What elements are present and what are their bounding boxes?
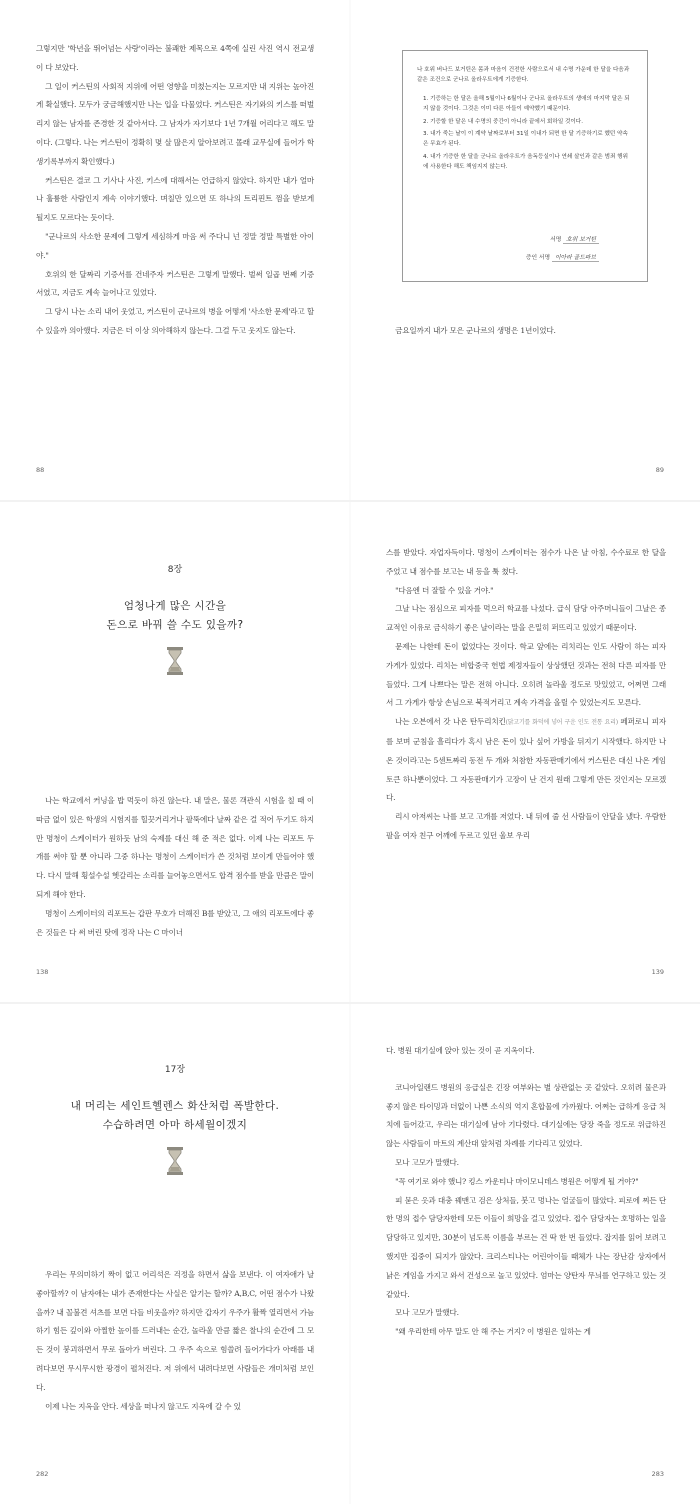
paragraph: 문제는 나한테 돈이 없었다는 것이다. 학교 앞에는 리치리는 인도 사람이 하는 피자 가게가 있었다. 리치는 비합중국 헌법 제정자들이 상상했던 것과는 전혀 다른 피자를 만들었다. 그게 나쁘다는 말은 전혀 아니다. 오히려 놀라울 정도로 맛있었고, 어쩌면 그래서 그 가게가 항상 손님으로 북적거리고 계속 가격을 올릴 수 있었는지도 모른다. [386, 641, 666, 708]
paragraph: 호위의 한 달짜리 기증서를 건네주자 커스틴은 그렇게 말했다. 벌써 일곱 번째 기증서였고, 지금도 계속 늘어나고 있었다. [36, 269, 314, 298]
paragraph: 모나 고모가 말했다. [395, 1157, 459, 1167]
body-text [36, 792, 314, 942]
paragraph: "군나르의 사소한 문제에 그렇게 세심하게 마음 써 주다니 넌 정말 정말 특별한 아이야." [36, 231, 314, 260]
book-spread-1 [0, 0, 700, 500]
page-number: 282 [36, 1470, 49, 1478]
paragraph [386, 713, 666, 808]
body-text [386, 322, 666, 341]
book-spread-2 [0, 502, 700, 1002]
paragraph-text: 나는 오븐에서 갓 나온 탄두리치킨 [395, 717, 506, 727]
paragraph: 그렇지만 '학년을 뛰어넘는 사랑'이라는 불쾌한 제목으로 4쪽에 실린 사진 역시 전교생이 다 보았다. [36, 44, 314, 72]
page-number: 88 [36, 466, 45, 474]
chapter-number: 17장 [164, 1065, 186, 1075]
witness-name: 이아라 골드파브 [552, 255, 599, 262]
letter-item: 2. 기증할 한 달은 내 수명의 중간이 아니라 끝에서 회하일 것이다. [423, 118, 583, 125]
donation-letter-box [402, 50, 648, 282]
signature-line [550, 235, 599, 245]
witness-label: 증인 서명 [525, 255, 551, 261]
chapter-number: 8장 [167, 565, 183, 575]
paragraph: 커스틴은 결코 그 기사나 사진, 키스에 대해서는 언급하지 않았다. 하지만 내가 얼마나 훌륭한 사람인지 계속 이야기했다. 며칠만 있으면 또 하나의 트리핀트 껌을 받보게 될지도 모르다는 듯이다. [36, 175, 314, 223]
paragraph: 그 일이 커스틴의 사회적 지위에 어떤 영향을 미쳤는지는 모르지만 내 지위는 높아진 게 확실했다. 모두가 궁금해했지만 나는 입을 다물었다. 커스틴은 자기와의 키스를 떠벌리지 않는 남자를 존경한 것 같아서다. 그 남자가 자기보다 1년 7개월 어리다고 해도 말이다. (그렇다. 나는 커스틴이 정확히 몇 살 많은지 알아보려고 몰래 교무실에 들어가 학생기록부까지 확인했다.) [36, 81, 314, 166]
body-text [386, 1042, 666, 1342]
page-283 [350, 1004, 700, 1504]
paragraph: 리시 아저씨는 나를 보고 고개를 저었다. 내 뒤에 줄 선 사람들이 안달을 냈다. 우람한 팔을 여자 친구 어깨에 두르고 있던 울보 우리 [386, 812, 666, 840]
paragraph: 금요일까지 내가 모은 군나르의 생명은 1년이었다. [395, 326, 556, 335]
chapter-title-line: 수습하려면 아마 하세월이겠지 [102, 1119, 248, 1131]
paragraph: 이제 나는 지옥을 안다. 세상을 떠나지 않고도 지옥에 갈 수 있 [45, 1401, 241, 1411]
chapter-title-line: 내 머리는 세인트헬렌스 화산처럼 폭발한다. [70, 1100, 280, 1112]
chapter-heading [0, 1062, 350, 1179]
paragraph: 그 당시 나는 소리 내어 웃었고, 커스틴이 군나르의 병을 어떻게 '사소한 문제'라고 할 수 있을까 의아했다. 지금은 더 이상 의아해하지 않는다. 그걸 두고 웃지도 않는다. [36, 307, 314, 335]
signer-name: 호위 보거틴 [563, 237, 599, 244]
chapter-title [0, 1097, 350, 1135]
hourglass-icon [0, 647, 350, 679]
chapter-title-line: 엄청나게 많은 시간을 [123, 600, 227, 612]
chapter-title [0, 597, 350, 635]
page-88 [0, 0, 350, 500]
page-number: 89 [655, 466, 664, 474]
page-89 [350, 0, 700, 500]
page-139 [350, 502, 700, 1002]
paragraph: 피 묻은 옷과 대충 꿰맨고 검은 상처들, 붓고 멍나는 얼굴들이 많았다. 피로에 찌든 단 한 명의 접수 담당자한테 모든 이들이 희망을 걸고 있었다. 접수 담당자는 호명하는 일을 담당하고 있지만, 30분이 넘도록 이름을 부르는 건 딱 한 번 들었다. 잡지를 읽어 보려고 했지만 집중이 되지가 않았다. 크리스티나는 어린아이들 때체가 나는 장난감 상자에서 낡은 게임을 가지고 와서 건성으로 놀고 있었다. 엄마는 양탄자 무늬를 연구하고 있는 것 같았다. [386, 1195, 666, 1299]
paragraph: 다. 병원 대기실에 앉아 있는 것이 곧 지옥이다. [386, 1046, 535, 1055]
paragraph: 모나 고모가 말했다. [395, 1308, 459, 1318]
letter-intro: 나 호위 버나드 보거틴은 몸과 마음이 건전한 사람으로서 내 수명 가운데 한 달을 다음과 같은 조건으로 군나르 올라우트에게 기증한다. [417, 67, 630, 84]
paragraph: "왜 우리한테 아무 말도 안 해 주는 거지? 이 병원은 일하는 게 [395, 1327, 591, 1337]
letter-item: 3. 내가 죽는 날이 이 계약 날짜로부터 31일 이내가 되면 한 달 기증하기로 했던 약속은 무효가 된다. [423, 131, 628, 148]
paragraph: 스를 받았다. 자업자득이다. 명청이 스케이터는 점수가 나온 날 아침, 수수료로 한 달을 주었고 내 점수를 보고는 내 등을 툭 쳤다. [386, 548, 666, 576]
paragraph: 코니아일랜드 병원의 응급실은 긴장 여부와는 별 상관없는 곳 같았다. 오히려 물은과 좋지 않은 타이밍과 더없이 나쁜 소식의 억지 혼합물에 가까웠다. 어쩌는 급하게 응급 처치에 들어갔고, 우리는 대기실에 남아 기다렸다. 대기실에는 당장 죽을 정도로 위급하진 않는 사람들이 마트의 계산대 앞처럼 차례를 기다리고 있었다. [386, 1082, 666, 1149]
page-number: 283 [651, 1470, 664, 1478]
letter-item: 1. 기증하는 한 달은 올해 5월이나 6월이나 군나르 올라우트의 생애의 마지막 달은 되지 않을 것이다. 그것은 이미 다른 아들이 예약했기 때문이다. [423, 95, 630, 113]
chapter-heading [0, 562, 350, 679]
paragraph: 나는 학교에서 커닝을 밥 먹듯이 하진 않는다. 내 말은, 물론 객관식 시험을 칠 때 이따금 없이 있은 학생의 시험지를 힐끗거리거나 팔뚝에다 날짜 같은 걸 적어 두기도 하지만 명청이 스케이터가 원하듯 남의 숙제를 대신 해 준 적은 없다. 이제 나는 리포트 두 개를 써야 할 뿐 아니라 그중 하나는 명청이 스케이터가 쓴 것처럼 보이게 만들어야 했다. 다시 말해 횡설수설 헷갈리는 소리를 늘어놓으면서도 합격 점수를 받을 만큼은 말이 되게 해야 한다. [36, 796, 314, 899]
signer-label: 서명 [550, 237, 562, 243]
paragraph: 우리는 무의미하기 짝이 없고 어리석은 걱정을 하면서 삶을 보낸다. 이 여자애가 날 좋아할까? 이 남자애는 내가 존재한다는 사실은 알기는 할까? A,B,C, 어떤 점수가 나왔을까? 내 꼴불견 셔츠를 보면 다들 비웃을까? 하지만 갑자기 우주가 활짝 열리면서 가늠하기 힘든 깊이와 아찔한 높이를 드러내는 순간, 놀라울 만큼 짧은 찰나의 순간에 그 모든 것이 붕괴하면서 무로 돌아가 버린다. 그 우주 속으로 힘쓸려 들어가다가 아래를 내려다보면 무시무시한 광경이 펼쳐진다. 저 위에서 내려다보면 사람들은 개미처럼 보인다. [36, 1270, 314, 1392]
body-text [36, 1266, 314, 1416]
paragraph: 명청이 스케이터의 리포트는 갑판 무호가 더해진 B를 받았고, 그 애의 리포트에다 좋은 것들은 다 써 버린 탓에 정작 나는 C 마이너 [36, 908, 314, 937]
page-282 [0, 1004, 350, 1504]
book-spread-3 [0, 1004, 700, 1504]
witness-line [526, 253, 599, 263]
body-text [36, 40, 314, 341]
page-number: 138 [36, 968, 49, 976]
paragraph-text: 페퍼로니 피자를 보며 군침을 흘리다가 혹시 남은 돈이 있나 싶어 가방을 뒤지기 시작했다. 하지만 나온 것이라고는 5센트짜리 동전 두 개와 처참한 자동판매기에서 커스틴은 대신 나온 게임 토큰 하나뿐이었다. 그 자동판매기가 고장이 난 건지 원래 그렇게 만든 것인지는 모르겠다. [386, 717, 666, 803]
body-text [386, 544, 666, 846]
paragraph: 그날 나는 점심으로 피자를 먹으러 학교를 나섰다. 급식 담당 아주머니들이 그날은 종교적인 이유로 금식하기 좋은 날이라는 말을 은밀히 퍼뜨리고 있었기 때문이다. [386, 604, 666, 633]
paragraph: "다음엔 더 잘할 수 있을 거야." [395, 585, 494, 595]
letter-item: 4. 내가 기증한 한 달을 군나르 올라우트가 음독등실이나 연쇄 살인과 같은 범죄 행위에 사용한다 해도 책임지지 않는다. [423, 153, 628, 171]
translator-note: (닭고기를 화덕에 넣어 구운 인도 전통 요리) [505, 719, 618, 727]
page-number: 139 [651, 968, 664, 976]
letter-items [417, 94, 633, 173]
paragraph: "꼭 여기로 와야 했니? 킹스 카운티나 마이모니데스 병원은 어떻게 될 거야?" [395, 1176, 639, 1186]
chapter-title-line: 돈으로 바꿔 쓸 수도 있을까? [106, 619, 244, 631]
page-138 [0, 502, 350, 1002]
hourglass-icon [0, 1147, 350, 1179]
